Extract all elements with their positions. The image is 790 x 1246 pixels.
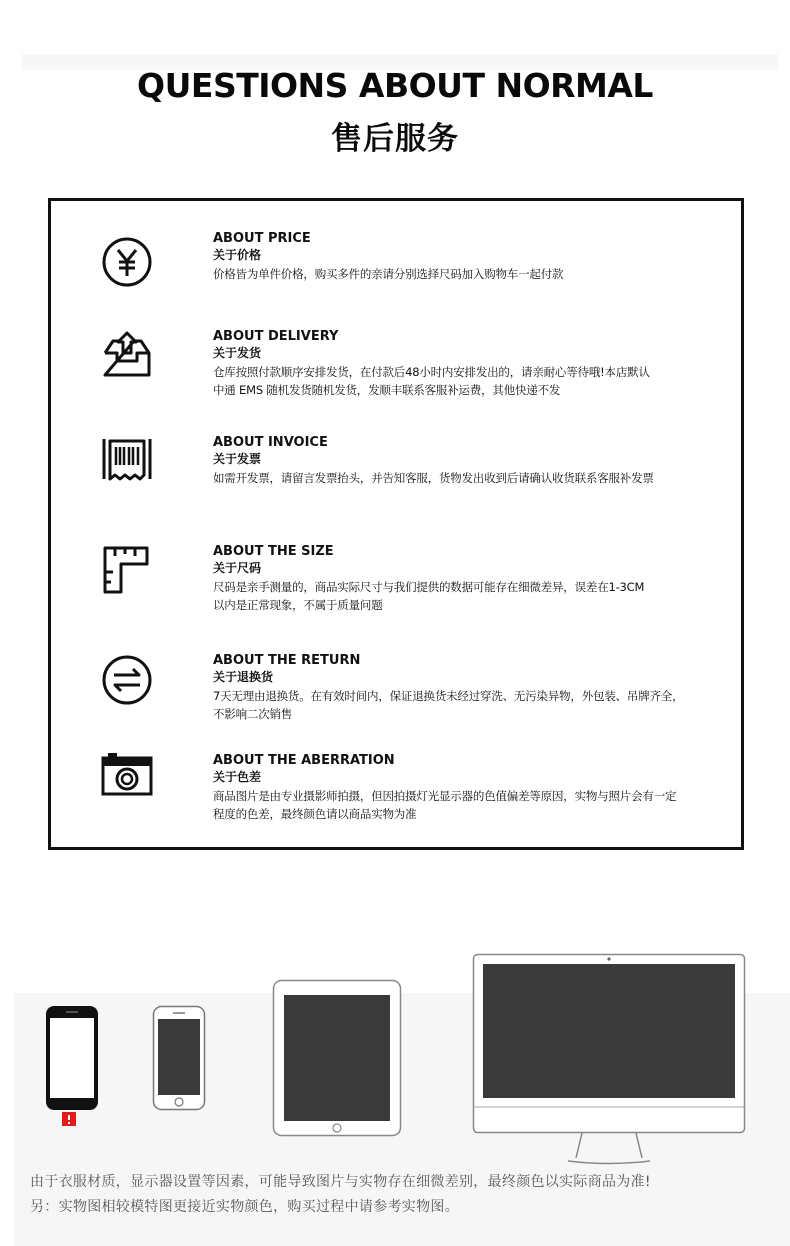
camera-icon bbox=[101, 749, 153, 801]
invoice-icon bbox=[101, 435, 153, 487]
faq-title-cn: 关于色差 bbox=[213, 770, 262, 784]
footer-disclaimer: 由于衣服材质，显示器设置等因素，可能导致图片与实物存在细微差别，最终颜色以实际商品为准! bbox=[30, 1174, 651, 1190]
faq-desc-line: 中通 EMS 随机发货随机发货，发顺丰联系客服补运费，其他快递不发 bbox=[213, 383, 561, 397]
faq-desc-line: 如需开发票，请留言发票抬头，并告知客服，货物发出收到后请确认收货联系客服补发票 bbox=[213, 471, 654, 485]
faq-desc-line: 价格皆为单件价格，购买多件的亲请分别选择尺码加入购物车一起付款 bbox=[213, 267, 564, 281]
page-subtitle: 售后服务 bbox=[331, 121, 459, 157]
faq-desc-line: 7天无理由退换货。在有效时间内，保证退换货未经过穿洗、无污染异物，外包装、吊牌齐全， bbox=[213, 689, 684, 703]
faq-title-cn: 关于发货 bbox=[213, 346, 262, 360]
delivery-box-icon bbox=[101, 329, 153, 381]
faq-title-cn: 关于退换货 bbox=[213, 670, 274, 684]
faq-title-cn: 关于发票 bbox=[213, 452, 262, 466]
tablet-icon bbox=[272, 979, 402, 1137]
smartphone-icon bbox=[152, 1005, 206, 1111]
faq-description bbox=[213, 578, 783, 614]
faq-desc-line: 仓库按照付款顺序安排发货，在付款后48小时内安排发出的，请亲耐心等待哦!本店默认 bbox=[213, 365, 650, 379]
faq-title-cn: 关于尺码 bbox=[213, 561, 262, 575]
phone-icon bbox=[44, 1004, 100, 1128]
faq-desc-line: 尺码是亲手测量的，商品实际尺寸与我们提供的数据可能存在细微差异，误差在1-3CM bbox=[213, 580, 645, 594]
ruler-icon bbox=[101, 544, 153, 596]
faq-desc-line: 不影响二次销售 bbox=[213, 707, 293, 721]
faq-desc-line: 以内是正常现象，不属于质量问题 bbox=[213, 598, 383, 612]
faq-panel bbox=[48, 198, 744, 850]
footer-note: 另：实物图相较模特图更接近实物颜色，购买过程中请参考实物图。 bbox=[30, 1199, 459, 1215]
faq-description bbox=[213, 265, 783, 283]
faq-desc-line: 程度的色差，最终颜色请以商品实物为准 bbox=[213, 807, 417, 821]
faq-title-en: ABOUT DELIVERY bbox=[213, 329, 339, 344]
desktop-monitor-icon bbox=[472, 953, 746, 1165]
exchange-icon bbox=[101, 654, 153, 706]
faq-title-en: ABOUT PRICE bbox=[213, 231, 311, 246]
page-title: QUESTIONS ABOUT NORMAL bbox=[137, 66, 653, 105]
yuan-icon bbox=[101, 236, 153, 288]
faq-title-cn: 关于价格 bbox=[213, 248, 262, 262]
faq-description bbox=[213, 363, 783, 399]
faq-title-en: ABOUT THE RETURN bbox=[213, 653, 361, 668]
faq-title-en: ABOUT THE SIZE bbox=[213, 544, 334, 559]
faq-desc-line: 商品图片是由专业摄影师拍摄，但因拍摄灯光显示器的色值偏差等原因，实物与照片会有一定 bbox=[213, 789, 677, 803]
faq-description bbox=[213, 787, 783, 823]
faq-title-en: ABOUT INVOICE bbox=[213, 435, 328, 450]
faq-title-en: ABOUT THE ABERRATION bbox=[213, 753, 395, 768]
faq-description bbox=[213, 687, 783, 723]
faq-description bbox=[213, 469, 783, 487]
